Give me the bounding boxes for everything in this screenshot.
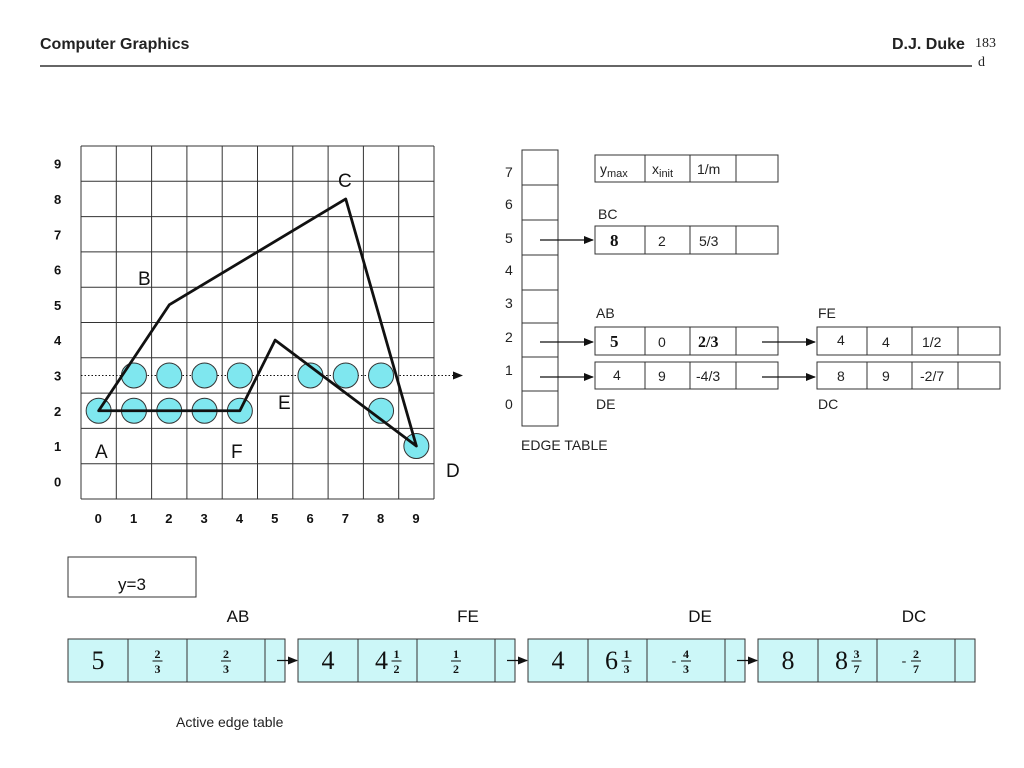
aet-m-numerator: 2 bbox=[223, 647, 229, 661]
slide-title: Computer Graphics bbox=[40, 36, 190, 53]
edge-name-dc: DC bbox=[818, 396, 839, 412]
header-xinit: $x_{init}$ bbox=[652, 161, 674, 180]
edge-name-ab: AB bbox=[596, 305, 615, 321]
edge-table-title: EDGE TABLE bbox=[521, 437, 608, 453]
aet-x-whole: 8 bbox=[835, 646, 848, 675]
vertex-label-c: C bbox=[338, 171, 352, 192]
bucket-label-0: 0 bbox=[505, 396, 513, 412]
filled-pixel bbox=[227, 363, 252, 388]
bc-ymax: 8 bbox=[610, 231, 619, 250]
aet-x-denominator: 3 bbox=[623, 662, 630, 676]
aet-caption: Active edge table bbox=[176, 714, 284, 730]
y-tick-label: 3 bbox=[54, 368, 62, 384]
y-tick-label: 0 bbox=[54, 474, 62, 490]
aet-m-sign: - bbox=[671, 654, 677, 669]
fe-ymax: 4 bbox=[837, 332, 845, 348]
active-edge-table bbox=[68, 607, 975, 682]
ab-inverse-slope: 2/3 bbox=[698, 334, 719, 351]
bc-inverse-slope: 5/3 bbox=[699, 233, 719, 249]
dc-xinit: 9 bbox=[882, 368, 890, 384]
aet-x-whole: 4 bbox=[375, 646, 388, 675]
dc-inverse-slope: -2/7 bbox=[920, 368, 945, 384]
y-tick-label: 8 bbox=[54, 191, 62, 207]
aet-m-denominator: 3 bbox=[223, 662, 229, 676]
bucket-label-7: 7 bbox=[505, 164, 513, 180]
aet-node-dc bbox=[758, 639, 975, 682]
aet-m-numerator: 1 bbox=[453, 647, 459, 661]
aet-node-ab bbox=[68, 639, 285, 682]
x-tick-label: 3 bbox=[200, 511, 208, 526]
aet-node-fe bbox=[298, 639, 515, 682]
aet-ymax: 4 bbox=[321, 646, 335, 675]
aet-x-denominator: 3 bbox=[154, 662, 161, 676]
filled-pixel bbox=[192, 363, 217, 388]
page-suffix: d bbox=[978, 55, 985, 70]
aet-node-de bbox=[528, 639, 745, 682]
x-tick-label: 0 bbox=[94, 511, 102, 526]
aet-m-numerator: 2 bbox=[913, 647, 919, 661]
aet-x-denominator: 7 bbox=[853, 662, 860, 676]
fe-xinit: 4 bbox=[882, 334, 890, 350]
filled-pixel bbox=[369, 363, 394, 388]
bc-xinit: 2 bbox=[658, 233, 666, 249]
ab-xinit: 0 bbox=[658, 334, 666, 350]
fe-inverse-slope: 1/2 bbox=[922, 334, 942, 350]
pixel-grid bbox=[54, 146, 462, 526]
de-inverse-slope: -4/3 bbox=[696, 368, 721, 384]
aet-x-whole: 6 bbox=[605, 646, 618, 675]
aet-x-numerator: 3 bbox=[853, 647, 860, 661]
de-ymax: 4 bbox=[613, 367, 621, 383]
page-number: 183 bbox=[975, 36, 996, 51]
edge-record-de bbox=[595, 362, 778, 389]
x-tick-label: 7 bbox=[341, 511, 349, 526]
aet-x-numerator: 1 bbox=[393, 647, 400, 661]
y-tick-label: 4 bbox=[54, 333, 62, 349]
dc-ymax: 8 bbox=[837, 368, 845, 384]
bucket-label-5: 5 bbox=[505, 230, 513, 246]
x-tick-label: 5 bbox=[271, 511, 279, 526]
x-tick-label: 9 bbox=[412, 511, 420, 526]
filled-pixel bbox=[121, 363, 146, 388]
header-inverse-slope: 1/m bbox=[697, 161, 721, 177]
vertex-label-a: A bbox=[95, 442, 108, 463]
x-tick-label: 1 bbox=[129, 511, 138, 526]
aet-m-denominator: 2 bbox=[453, 662, 459, 676]
x-tick-label: 2 bbox=[165, 511, 173, 526]
aet-m-sign: - bbox=[901, 654, 907, 669]
bucket-label-6: 6 bbox=[505, 196, 513, 212]
edge-record-ab bbox=[595, 327, 778, 355]
y-tick-label: 9 bbox=[54, 156, 62, 172]
aet-ymax: 8 bbox=[781, 646, 795, 675]
filled-pixel bbox=[157, 363, 182, 388]
aet-ymax: 5 bbox=[91, 646, 105, 675]
aet-m-numerator: 4 bbox=[683, 647, 689, 661]
aet-x-denominator: 2 bbox=[393, 662, 400, 676]
aet-node-name: FE bbox=[457, 607, 479, 626]
filled-pixel bbox=[333, 363, 358, 388]
scanline-label: y=3 bbox=[118, 575, 146, 594]
header-ymax: $y_{max}$ bbox=[600, 161, 628, 180]
y-tick-label: 6 bbox=[54, 262, 62, 278]
vertex-label-f: F bbox=[231, 442, 243, 463]
aet-node-name: DE bbox=[688, 607, 712, 626]
aet-x-numerator: 1 bbox=[623, 647, 630, 661]
bucket-label-1: 1 bbox=[505, 362, 513, 378]
aet-x-numerator: 2 bbox=[154, 647, 161, 661]
y-tick-label: 2 bbox=[54, 403, 62, 419]
vertex-label-d: D bbox=[446, 461, 460, 482]
aet-ymax: 4 bbox=[551, 646, 565, 675]
aet-node-name: AB bbox=[226, 607, 250, 626]
y-tick-label: 1 bbox=[54, 439, 62, 455]
x-tick-label: 6 bbox=[306, 511, 314, 526]
x-tick-label: 4 bbox=[235, 511, 244, 526]
edge-name-de: DE bbox=[596, 396, 616, 412]
vertex-label-e: E bbox=[278, 393, 291, 414]
ab-ymax: 5 bbox=[610, 332, 619, 351]
bucket-label-3: 3 bbox=[505, 295, 513, 311]
author-name: D.J. Duke bbox=[892, 36, 965, 53]
vertex-label-b: B bbox=[138, 269, 151, 290]
edge-name-fe: FE bbox=[818, 305, 836, 321]
y-tick-label: 7 bbox=[54, 227, 62, 243]
de-xinit: 9 bbox=[658, 368, 666, 384]
edge-record-bc bbox=[595, 226, 778, 254]
x-tick-label: 8 bbox=[377, 511, 385, 526]
bucket-label-4: 4 bbox=[505, 262, 513, 278]
y-tick-label: 5 bbox=[54, 297, 62, 313]
edge-table-buckets bbox=[522, 150, 558, 426]
aet-node-name: DC bbox=[901, 607, 927, 626]
edge-name-bc: BC bbox=[598, 206, 618, 222]
aet-m-denominator: 3 bbox=[683, 662, 689, 676]
bucket-label-2: 2 bbox=[505, 329, 513, 345]
aet-m-denominator: 7 bbox=[913, 662, 919, 676]
